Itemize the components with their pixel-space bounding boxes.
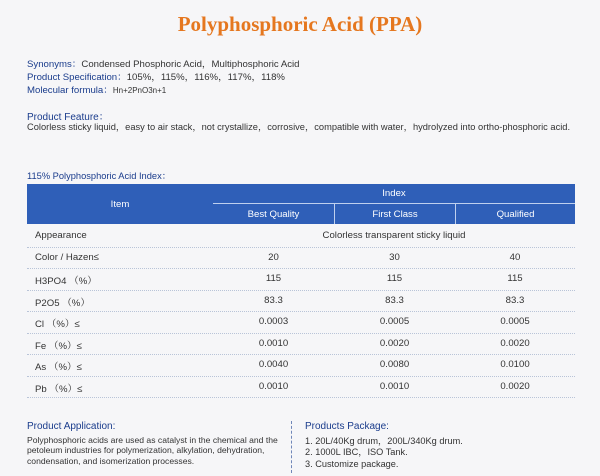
table-body — [27, 226, 575, 398]
row-qualified: 0.0005 — [500, 316, 530, 327]
row-best: 115 — [265, 273, 282, 284]
row-qualified: 83.3 — [505, 294, 525, 306]
formula-line — [27, 84, 166, 97]
table-header — [27, 184, 575, 224]
package-list — [305, 436, 463, 470]
header-item: Item — [110, 198, 130, 210]
row-best: 0.0010 — [258, 337, 289, 349]
package-heading: Products Package: — [305, 421, 389, 432]
table-row — [27, 291, 575, 313]
row-item: Cl （%）≤ — [35, 319, 80, 330]
package-item: 1. 20L/40Kg drum，200L/340Kg drum. — [305, 436, 463, 446]
row-qualified: 115 — [507, 273, 523, 284]
specification-label: Product Specification： — [27, 72, 127, 83]
row-first: 0.0080 — [379, 359, 410, 370]
table-row — [27, 248, 575, 270]
table-row — [27, 312, 575, 334]
package-item: 2. 1000L IBC，ISO Tank. — [305, 447, 408, 458]
formula-value: Hn+2PnO3n+1 — [112, 86, 167, 95]
feature-text: Colorless sticky liquid，easy to air stack，not crystallize，corrosive，compatible with water，hydrolyzed into ortho-phosphoric acid. — [27, 122, 571, 132]
row-qualified: 0.0020 — [500, 337, 530, 349]
row-best: 83.3 — [264, 294, 283, 306]
package-item: 3. Customize package. — [305, 458, 399, 469]
appearance-label: Appearance — [35, 230, 87, 241]
synonyms-value: Condensed Phosphoric Acid，Multiphosphoric Acid — [81, 59, 300, 70]
synonyms-label: Synonyms： — [27, 59, 82, 70]
section-divider — [291, 421, 292, 473]
row-best: 20 — [268, 251, 279, 263]
row-item: Color / Hazen≤ — [35, 251, 99, 263]
application-text: Polyphosphoric acids are used as catalyst in the chemical and the petoleum industries for polymerization, alkylation, dehydration, condensation, and isomerization processes. — [27, 435, 278, 466]
table-row — [27, 377, 575, 399]
row-first: 115 — [386, 273, 403, 284]
row-first: 0.0010 — [379, 380, 410, 392]
specification-value: 105%，115%，116%，117%，118% — [126, 72, 285, 83]
row-best: 0.0003 — [258, 316, 289, 327]
row-item: Fe （%）≤ — [35, 340, 82, 352]
specification-line — [27, 71, 285, 84]
row-first: 30 — [389, 251, 400, 263]
row-item: P2O5 （%） — [35, 297, 90, 309]
index-heading: 115% Polyphosphoric Acid Index： — [27, 171, 172, 181]
row-qualified: 40 — [509, 251, 521, 263]
row-first: 0.0020 — [379, 337, 410, 349]
header-best-quality: Best Quality — [247, 208, 300, 220]
synonyms-line — [27, 58, 300, 71]
page-title: Polyphosphoric Acid (PPA) — [177, 12, 423, 36]
header-qualified: Qualified — [455, 204, 575, 224]
appearance-value: Colorless transparent sticky liquid — [322, 230, 466, 241]
header-index: Index — [213, 184, 575, 204]
table-row — [27, 226, 575, 248]
application-heading: Product Application: — [27, 421, 116, 432]
row-qualified: 0.0100 — [500, 359, 530, 370]
row-first: 83.3 — [385, 294, 404, 306]
feature-heading: Product Feature： — [27, 112, 109, 123]
formula-label: Molecular formula： — [27, 85, 113, 96]
table-row — [27, 269, 575, 291]
table-row — [27, 334, 575, 356]
row-best: 0.0040 — [258, 359, 289, 370]
row-best: 0.0010 — [258, 380, 289, 392]
table-row — [27, 355, 575, 377]
row-item: H3PO4 （%） — [35, 276, 97, 287]
header-first-class: First Class — [334, 204, 455, 224]
row-qualified: 0.0020 — [500, 380, 530, 392]
row-item: As （%）≤ — [35, 362, 82, 373]
row-item: Pb （%）≤ — [35, 383, 83, 395]
row-first: 0.0005 — [379, 316, 410, 327]
